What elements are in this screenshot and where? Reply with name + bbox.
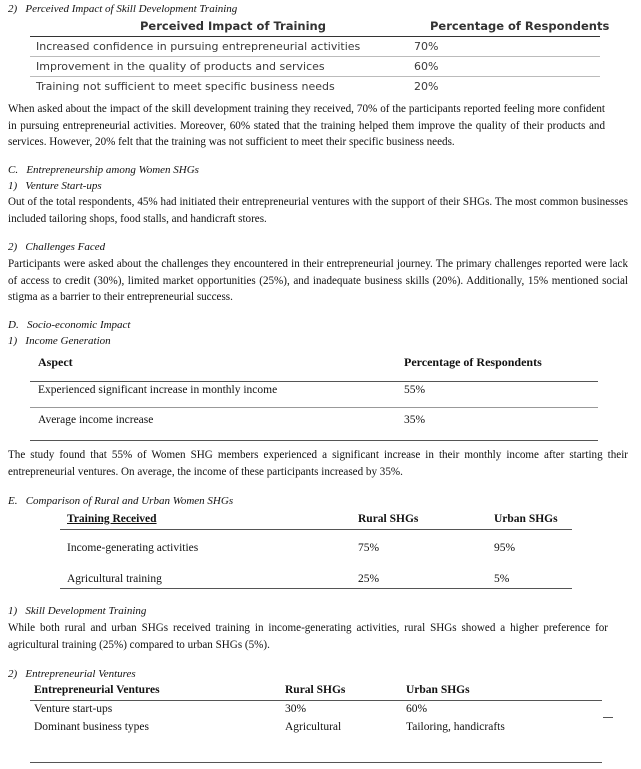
subheading-challenges: 2) Challenges Faced	[8, 241, 106, 253]
subheading-entrepreneurial-ventures: 2) Entrepreneurial Ventures	[8, 668, 136, 680]
table-cell: 70%	[414, 40, 439, 53]
table-cell: Venture start-ups	[34, 703, 113, 715]
subheading-venture-startups: 1) Venture Start-ups	[8, 180, 102, 192]
table-cell: Experienced significant increase in monthly income	[38, 384, 278, 396]
table-cell: 35%	[404, 414, 426, 426]
table-cell: Increased confidence in pursuing entrepreneurial activities	[36, 40, 361, 53]
paragraph-challenges: Participants were asked about the challenges they encountered in their entrepreneurial journey. The primary challenges reported were lack of access to credit (30%), limited market opportunities (25%), and inadequate business skills (20%). Additionally, 15% mentioned social stigma as a barrier to their entrepreneurial success.	[8, 258, 628, 304]
table-header-percentage: Percentage of Respondents	[430, 19, 610, 33]
table-cell: 95%	[494, 542, 516, 554]
table-cell: Average income increase	[38, 414, 154, 426]
table-cell: Income-generating activities	[67, 542, 199, 554]
table-cell: Training not sufficient to meet specific business needs	[36, 80, 335, 93]
table-header-urban: Urban SHGs	[494, 513, 558, 525]
paragraph-perceived-impact: When asked about the impact of the skill development training they received, 70% of the participants reported feeling more confident in pursuing entrepreneurial activities. Moreover, 60% stated that the training helped them improve the quality of their products and services. However, 20% felt that the training was not sufficient to meet their specific business needs.	[8, 103, 605, 149]
table-header-percentage: Percentage of Respondents	[404, 355, 542, 369]
table-cell: Dominant business types	[34, 721, 149, 733]
table-header-urban: Urban SHGs	[406, 684, 470, 696]
subheading-income-generation: 1) Income Generation	[8, 335, 111, 347]
paragraph-venture-startups: Out of the total respondents, 45% had initiated their entrepreneurial ventures with the support of their SHGs. The most common businesses included tailoring shops, food stalls, and handicraft stores.	[8, 196, 628, 225]
table-header-rural: Rural SHGs	[358, 513, 419, 525]
section-heading-entrepreneurship: C. Entrepreneurship among Women SHGs	[8, 164, 199, 176]
table-cell: Agricultural training	[67, 573, 162, 585]
subheading-skill-development: 1) Skill Development Training	[8, 605, 147, 617]
table-cell: 20%	[414, 80, 439, 93]
table-cell: 30%	[285, 703, 307, 715]
section-heading-socio-economic: D. Socio-economic Impact	[8, 319, 131, 331]
table-cell: Improvement in the quality of products and services	[36, 60, 325, 73]
table-cell: 75%	[358, 542, 380, 554]
table-header-ventures: Entrepreneurial Ventures	[34, 684, 160, 696]
table-cell: 60%	[414, 60, 439, 73]
table-cell: Agricultural	[285, 721, 342, 733]
table-cell: 55%	[404, 384, 426, 396]
section-heading-perceived-impact: 2) Perceived Impact of Skill Development Training	[8, 3, 238, 15]
table-cell: Tailoring, handicrafts	[406, 721, 505, 733]
table-cell: 25%	[358, 573, 380, 585]
paragraph-skill-development: While both rural and urban SHGs received training in income-generating activities, rural SHGs showed a higher preference for agricultural training (25%) compared to urban SHGs (5%).	[8, 622, 608, 651]
table-cell: 60%	[406, 703, 428, 715]
table-header-impact: Perceived Impact of Training	[140, 19, 326, 33]
paragraph-income: The study found that 55% of Women SHG members experienced a significant increase in their monthly income after starting their entrepreneurial ventures. On average, the income of these participants increased by 35%.	[8, 449, 628, 478]
table-header-rural: Rural SHGs	[285, 684, 346, 696]
table-cell: 5%	[494, 573, 510, 585]
table-header-training: Training Received	[67, 513, 157, 525]
table-header-aspect: Aspect	[38, 355, 73, 369]
section-heading-comparison: E. Comparison of Rural and Urban Women SHGs	[8, 495, 234, 507]
